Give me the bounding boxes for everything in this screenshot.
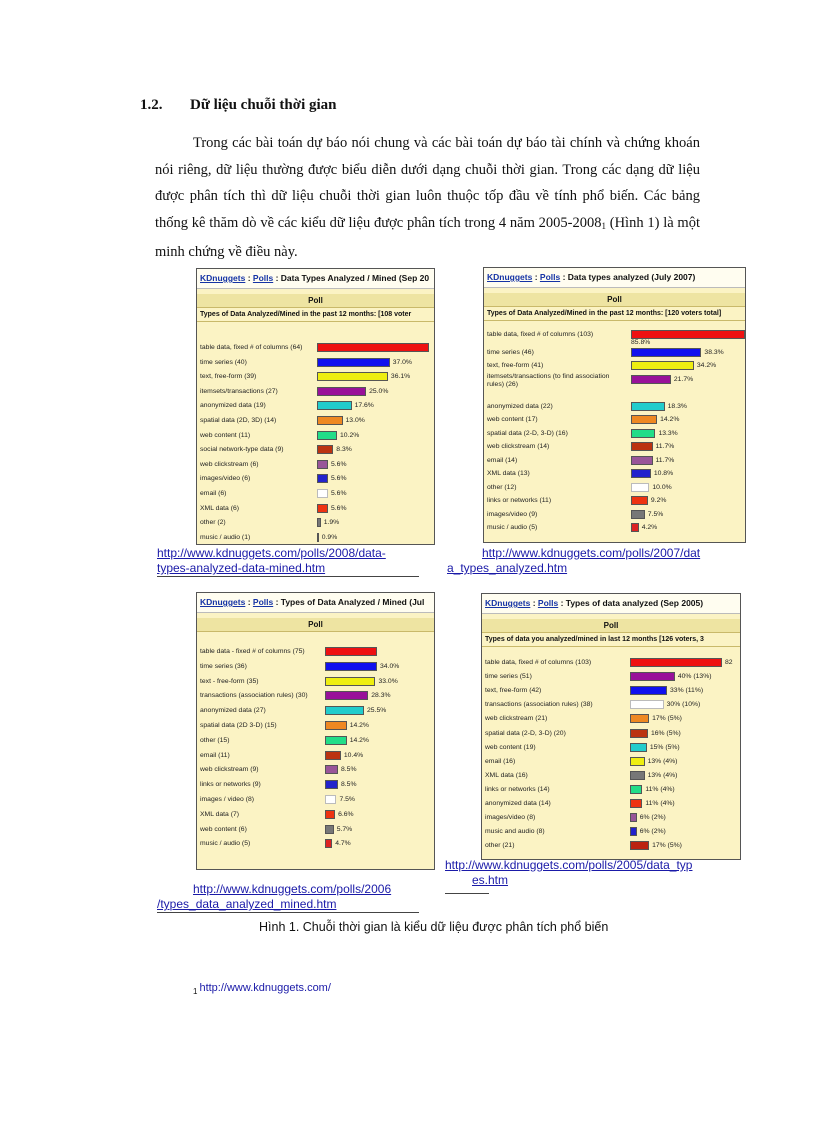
bar-label: music / audio (5) — [200, 840, 251, 848]
bar — [631, 469, 651, 478]
bar-value-label: 25.5% — [367, 707, 387, 715]
bar-label: table data, fixed # of columns (103) — [487, 331, 594, 338]
bar-label: social network-type data (9) — [200, 446, 284, 454]
bar-row — [482, 783, 740, 797]
bar-row — [197, 689, 434, 704]
chart-title-text: : Data Types Analyzed / Mined (Sep 20 — [273, 273, 430, 283]
bar — [325, 825, 334, 834]
chart-title-text: : Types of Data Analyzed / Mined (Jul — [273, 597, 425, 607]
bar-value-label: 18.3% — [667, 402, 687, 410]
bar-row — [197, 385, 434, 400]
bar-row — [484, 373, 745, 400]
chart-title — [197, 593, 434, 613]
bar-label: web clickstream (14) — [487, 443, 550, 450]
bar-value-label: 33.0% — [378, 677, 398, 685]
bar-row — [482, 825, 740, 839]
bar-row — [482, 670, 740, 684]
footnote-url[interactable]: http://www.kdnuggets.com/ — [199, 982, 331, 994]
bar-value-label: 33% (11%) — [670, 687, 704, 695]
bar-value-label: 11.7% — [655, 456, 675, 464]
bar-value-label: 5.6% — [331, 475, 347, 483]
polls-link[interactable]: Polls — [539, 272, 561, 282]
section-number: 1.2. — [140, 97, 163, 113]
kdnuggets-link[interactable]: KDnuggets — [487, 272, 533, 282]
bar-label: XML data (7) — [200, 810, 240, 818]
bar — [325, 647, 377, 656]
figure-caption: Hình 1. Chuỗi thời gian là kiểu dữ liệu được phân tích phổ biến — [259, 920, 609, 934]
link-2008[interactable]: http://www.kdnuggets.com/polls/2008/data- types-analyzed-data-mined.htm — [157, 546, 386, 575]
bar — [631, 496, 648, 505]
bar-value-label: 5.6% — [331, 460, 347, 468]
bar-value-label: 10.0% — [652, 483, 672, 491]
bar — [630, 686, 667, 695]
bar — [325, 677, 375, 686]
bar-value-label: 5.6% — [331, 490, 347, 497]
bar — [317, 431, 337, 440]
chart-title — [482, 594, 740, 614]
bar-label: spatial data (2D, 3D) (14) — [200, 417, 277, 424]
body-paragraph — [155, 130, 700, 266]
bar-row — [197, 749, 434, 764]
bar-value-label: 15% (5%) — [649, 743, 680, 751]
bar-row — [197, 704, 434, 719]
bar-label: anonymized data (22) — [487, 402, 553, 410]
bar-value-label: 8.5% — [341, 766, 357, 774]
bar-label: links or networks (11) — [487, 497, 552, 504]
bar — [325, 691, 368, 700]
bar-value-label: 14.2% — [660, 416, 680, 423]
poll-chart-2005 — [481, 593, 741, 860]
bar — [630, 729, 648, 738]
bar — [317, 474, 328, 483]
polls-link[interactable]: Polls — [537, 598, 559, 608]
bar-row — [484, 440, 745, 454]
bar-value-label: 7.5% — [647, 510, 664, 518]
bar-value-label: 13.0% — [345, 417, 365, 424]
bar-label: web clickstream (9) — [200, 766, 259, 774]
bar — [630, 799, 642, 808]
poll-chart-2008 — [196, 268, 435, 545]
bar-value-label: 6% (2%) — [639, 828, 666, 836]
bar-value-label: 11.7% — [655, 443, 675, 450]
bar-row — [197, 793, 434, 808]
bar — [325, 780, 338, 789]
bar-value-label: 13.3% — [658, 429, 678, 437]
polls-link[interactable]: Polls — [252, 597, 274, 607]
bar — [630, 757, 645, 766]
bar — [630, 714, 649, 723]
bar — [325, 795, 336, 804]
bar-value-label: 21.7% — [673, 375, 694, 383]
bar-row — [482, 755, 740, 769]
bar-label: table data, fixed # of columns (103) — [485, 659, 592, 666]
bar-label: email (16) — [485, 757, 516, 765]
bar-value-label: 30% (10%) — [666, 701, 701, 709]
link-2007[interactable]: http://www.kdnuggets.com/polls/2007/dat a_types_analyzed.htm — [447, 546, 701, 575]
bar-label: table data, fixed # of columns (64) — [200, 344, 303, 351]
bar-row — [484, 521, 745, 535]
bar-row — [484, 427, 745, 441]
bar-value-label: 8.3% — [336, 446, 352, 454]
bar-label: email (11) — [200, 751, 230, 759]
title-separator: : — [245, 597, 253, 607]
bar — [317, 460, 328, 469]
bar-value-label: 4.2% — [641, 524, 658, 531]
bar-value-label: 82 — [725, 659, 733, 666]
bar-row — [484, 454, 745, 468]
chart-title — [484, 268, 745, 288]
bar-value-label: 14.2% — [349, 722, 369, 729]
bar-label: XML data (16) — [485, 771, 528, 779]
bar-label: transactions (association rules) (30) — [200, 692, 308, 700]
title-separator: : — [245, 273, 253, 283]
bar-row — [484, 508, 745, 522]
bar — [325, 721, 347, 730]
paragraph-text-end: (Hình 1) là một minh chứng về điều này. — [155, 214, 700, 260]
kdnuggets-link[interactable]: KDnuggets — [200, 273, 246, 283]
bar-value-label: 4.7% — [335, 840, 351, 848]
bar-label: XML data (13) — [487, 470, 530, 477]
bar-label: table data - fixed # of columns (75) — [200, 648, 305, 655]
bar — [631, 483, 649, 492]
bar-row — [482, 698, 740, 712]
bar-value-label: 14.2% — [349, 736, 369, 744]
chart-subtitle: Types of data you analyzed/mined in last 12 months [126 voters, 3 — [482, 633, 740, 647]
bar — [325, 765, 338, 774]
bar-row — [197, 472, 434, 487]
bar-row — [484, 346, 745, 360]
bar-row — [197, 531, 434, 545]
bar — [631, 510, 645, 519]
bar-row — [197, 734, 434, 749]
bar-label: music / audio (5) — [487, 524, 538, 531]
bar-label: text - free-form (35) — [200, 677, 259, 685]
bar-value-label: 38.3% — [704, 348, 724, 356]
bar-row — [197, 516, 434, 531]
bar-value-label: 17% (5%) — [652, 715, 682, 723]
bar-value-label: 25.0% — [369, 387, 389, 395]
bar-row — [197, 675, 434, 690]
link-2008-underline — [157, 576, 419, 577]
poll-label: Poll — [482, 619, 740, 633]
bar-value-label: 10.8% — [653, 470, 674, 477]
bar-row — [197, 645, 434, 660]
bar-value-label: 11% (4%) — [645, 800, 675, 807]
bar-row — [482, 811, 740, 825]
bar-row — [484, 481, 745, 495]
poll-label: Poll — [197, 294, 434, 308]
bar — [631, 429, 655, 438]
bar-label: time series (40) — [200, 358, 247, 366]
bar-value-label: 34.0% — [380, 662, 400, 670]
bar — [630, 827, 637, 836]
bar — [317, 504, 328, 513]
kdnuggets-link[interactable]: KDnuggets — [200, 597, 246, 607]
bar — [631, 415, 657, 424]
bar-label: transactions (association rules) (38) — [485, 701, 593, 709]
bar-row — [482, 797, 740, 811]
bar — [317, 387, 366, 396]
poll-chart-2006 — [196, 592, 435, 870]
footnote-mark: 1 — [193, 987, 198, 996]
bar-label: itemsets/transactions (27) — [200, 387, 278, 395]
bar-value-label: 6.6% — [338, 810, 354, 818]
bar-label: anonymized data (19) — [200, 402, 266, 410]
bar — [325, 706, 364, 715]
bar-row — [482, 839, 740, 853]
bar-row — [482, 741, 740, 755]
bar — [630, 813, 637, 822]
footnote — [193, 982, 331, 996]
bar-row — [482, 684, 740, 698]
bar-value-label: 16% (5%) — [650, 729, 681, 737]
bar-value-label: 5.6% — [331, 504, 347, 512]
bar-label: anonymized data (14) — [485, 800, 551, 807]
bar-label: spatial data (2D 3-D) (15) — [200, 722, 277, 729]
bar-value-label: 11% (4%) — [645, 785, 675, 793]
chart-title-text: : Types of data analyzed (Sep 2005) — [558, 598, 704, 608]
link-2005[interactable]: http://www.kdnuggets.com/polls/2005/data_typ es.htm — [445, 858, 693, 887]
bar-value-label: 1.9% — [323, 519, 340, 527]
bar — [630, 743, 647, 752]
bar-label: images / video (8) — [200, 796, 255, 803]
poll-chart-2007 — [483, 267, 746, 543]
bar-value-label: 17.6% — [354, 402, 374, 410]
bar-row — [197, 341, 434, 356]
bar-label: web content (17) — [487, 416, 538, 423]
bar-label: music / audio (1) — [200, 533, 251, 541]
bar-row — [484, 413, 745, 427]
poll-label: Poll — [484, 293, 745, 307]
bar-value-label: 34.2% — [696, 362, 717, 369]
bar — [325, 662, 377, 671]
bar — [630, 658, 722, 667]
bar-label: web content (19) — [485, 743, 536, 751]
bar-row — [484, 328, 745, 346]
bar-label: XML data (6) — [200, 504, 240, 512]
bar-row — [482, 656, 740, 670]
bar-row — [197, 823, 434, 838]
bar-label: other (21) — [485, 842, 515, 850]
bar-label: links or networks (9) — [200, 781, 261, 789]
bar-label: web clickstream (21) — [485, 715, 548, 723]
bar — [631, 402, 665, 411]
bar-row — [484, 494, 745, 508]
link-2005-underline — [445, 893, 489, 894]
bar-value-label: 28.3% — [371, 692, 391, 700]
bar — [317, 372, 388, 381]
bar-row — [197, 414, 434, 429]
bar-label: other (2) — [200, 519, 226, 527]
bar-row — [197, 719, 434, 734]
bar — [630, 785, 642, 794]
bar-label: spatial data (2-D, 3-D) (20) — [485, 729, 566, 737]
bar — [317, 445, 333, 454]
bar-row — [197, 837, 434, 852]
bar — [630, 672, 675, 681]
bar-row — [197, 356, 434, 371]
bar-label: time series (36) — [200, 662, 247, 670]
bar-value-label: 6% (2%) — [639, 814, 666, 822]
bar-label: time series (51) — [485, 673, 532, 681]
bar-value-label: 8.5% — [341, 781, 357, 789]
bar-row — [197, 763, 434, 778]
bar-label: links or networks (14) — [485, 785, 550, 793]
chart-subtitle: Types of Data Analyzed/Mined in the past 12 months: [120 voters total] — [484, 307, 745, 321]
bar-label: images/video (8) — [485, 814, 536, 822]
bar-value-label: 7.5% — [339, 796, 355, 803]
bar-value-label: 0.9% — [321, 533, 338, 541]
bar — [630, 841, 649, 850]
bar-row — [197, 487, 434, 502]
bar-row — [484, 467, 745, 481]
chart-title-text: : Data types analyzed (July 2007) — [560, 272, 696, 282]
bar — [631, 348, 701, 357]
footnote-ref[interactable]: 1 — [601, 220, 606, 231]
bar-row — [482, 727, 740, 741]
bar-label: email (6) — [200, 490, 227, 497]
bar-label: itemsets/transactions (to find association rules) (26) — [487, 372, 610, 388]
bar — [631, 375, 671, 384]
bar — [325, 810, 335, 819]
bar — [630, 771, 645, 780]
bar-row — [197, 778, 434, 793]
bar-value-label: 36.1% — [390, 373, 411, 381]
bar-row — [197, 660, 434, 675]
bar — [630, 700, 664, 709]
bar-label: spatial data (2-D, 3-D) (16) — [487, 429, 568, 437]
bar — [317, 416, 343, 425]
bar-row — [197, 399, 434, 414]
bar-row — [197, 370, 434, 385]
bar — [317, 489, 328, 498]
bar-label: email (14) — [487, 456, 518, 464]
bar-value-label: 17% (5%) — [652, 842, 682, 850]
bar — [631, 361, 694, 370]
chart-subtitle: Types of Data Analyzed/Mined in the past 12 months: [108 voter — [197, 308, 434, 322]
link-2006[interactable]: http://www.kdnuggets.com/polls/2006 /types_data_analyzed_mined.htm — [157, 882, 392, 911]
bar — [317, 533, 319, 542]
bar — [325, 751, 341, 760]
bar-label: anonymized data (27) — [200, 707, 266, 715]
bar-label: images/video (9) — [487, 510, 538, 518]
bar — [317, 358, 390, 367]
bar-row — [482, 712, 740, 726]
bar — [631, 442, 653, 451]
bar — [317, 343, 429, 352]
bar-value-label: 37.0% — [392, 358, 412, 366]
title-separator: : — [532, 272, 540, 282]
chart-title — [197, 269, 434, 289]
section-heading — [140, 97, 337, 114]
bar — [317, 401, 352, 410]
bar-value-label: 10.4% — [343, 751, 364, 759]
bar — [631, 330, 745, 339]
bar-label: text, free-form (42) — [485, 687, 542, 695]
bar-row — [197, 443, 434, 458]
bar-row — [197, 458, 434, 473]
polls-link[interactable]: Polls — [252, 273, 274, 283]
bar-row — [197, 502, 434, 517]
bar-label: images/video (6) — [200, 475, 251, 483]
bar-row — [484, 400, 745, 414]
bar-label: other (12) — [487, 483, 517, 491]
bar-label: music and audio (8) — [485, 828, 545, 836]
bar-label: web content (6) — [200, 825, 247, 833]
link-2006-underline — [157, 912, 419, 913]
bar-label: text, free-form (39) — [200, 373, 257, 381]
bar-value-label: 13% (4%) — [647, 757, 678, 765]
poll-label: Poll — [197, 618, 434, 632]
bar — [631, 523, 639, 532]
bar — [325, 736, 347, 745]
title-separator: : — [530, 598, 538, 608]
bar-value-label: 9.2% — [650, 497, 667, 504]
bar-row — [482, 769, 740, 783]
bar-row — [197, 808, 434, 823]
bar-value-label: 85.8% — [631, 339, 651, 346]
section-title: Dữ liệu chuỗi thời gian — [190, 97, 337, 113]
bar-row — [484, 359, 745, 373]
bar-value-label: 13% (4%) — [647, 771, 678, 779]
bar-value-label: 40% (13%) — [677, 673, 712, 681]
bar — [325, 839, 332, 848]
bar — [317, 518, 321, 527]
bar-value-label: 10.2% — [340, 431, 360, 439]
bar-value-label: 5.7% — [336, 825, 353, 833]
bar-label: text, free-form (41) — [487, 362, 544, 369]
bar-row — [197, 429, 434, 444]
bar-label: web clickstream (6) — [200, 460, 259, 468]
paragraph-text: Trong các bài toán dự báo nói chung và các bài toán dự báo tài chính và chứng khoán nói riêng, dữ liệu thường được biểu diễn dưới dạng chuỗi thời gian. Trong các dạng dữ liệu được phân tích thì dữ liệu chuỗi thời gian luôn thuộc tốp đầu về tính phổ biến. Các bảng thống kê thăm dò về các kiểu dữ liệu được phân tích trong 4 năm 2005-2008 — [155, 135, 700, 231]
bar — [631, 456, 653, 465]
bar-label: time series (46) — [487, 348, 534, 356]
bar-label: other (15) — [200, 736, 230, 744]
bar-label: web content (11) — [200, 431, 251, 439]
kdnuggets-link[interactable]: KDnuggets — [485, 598, 531, 608]
